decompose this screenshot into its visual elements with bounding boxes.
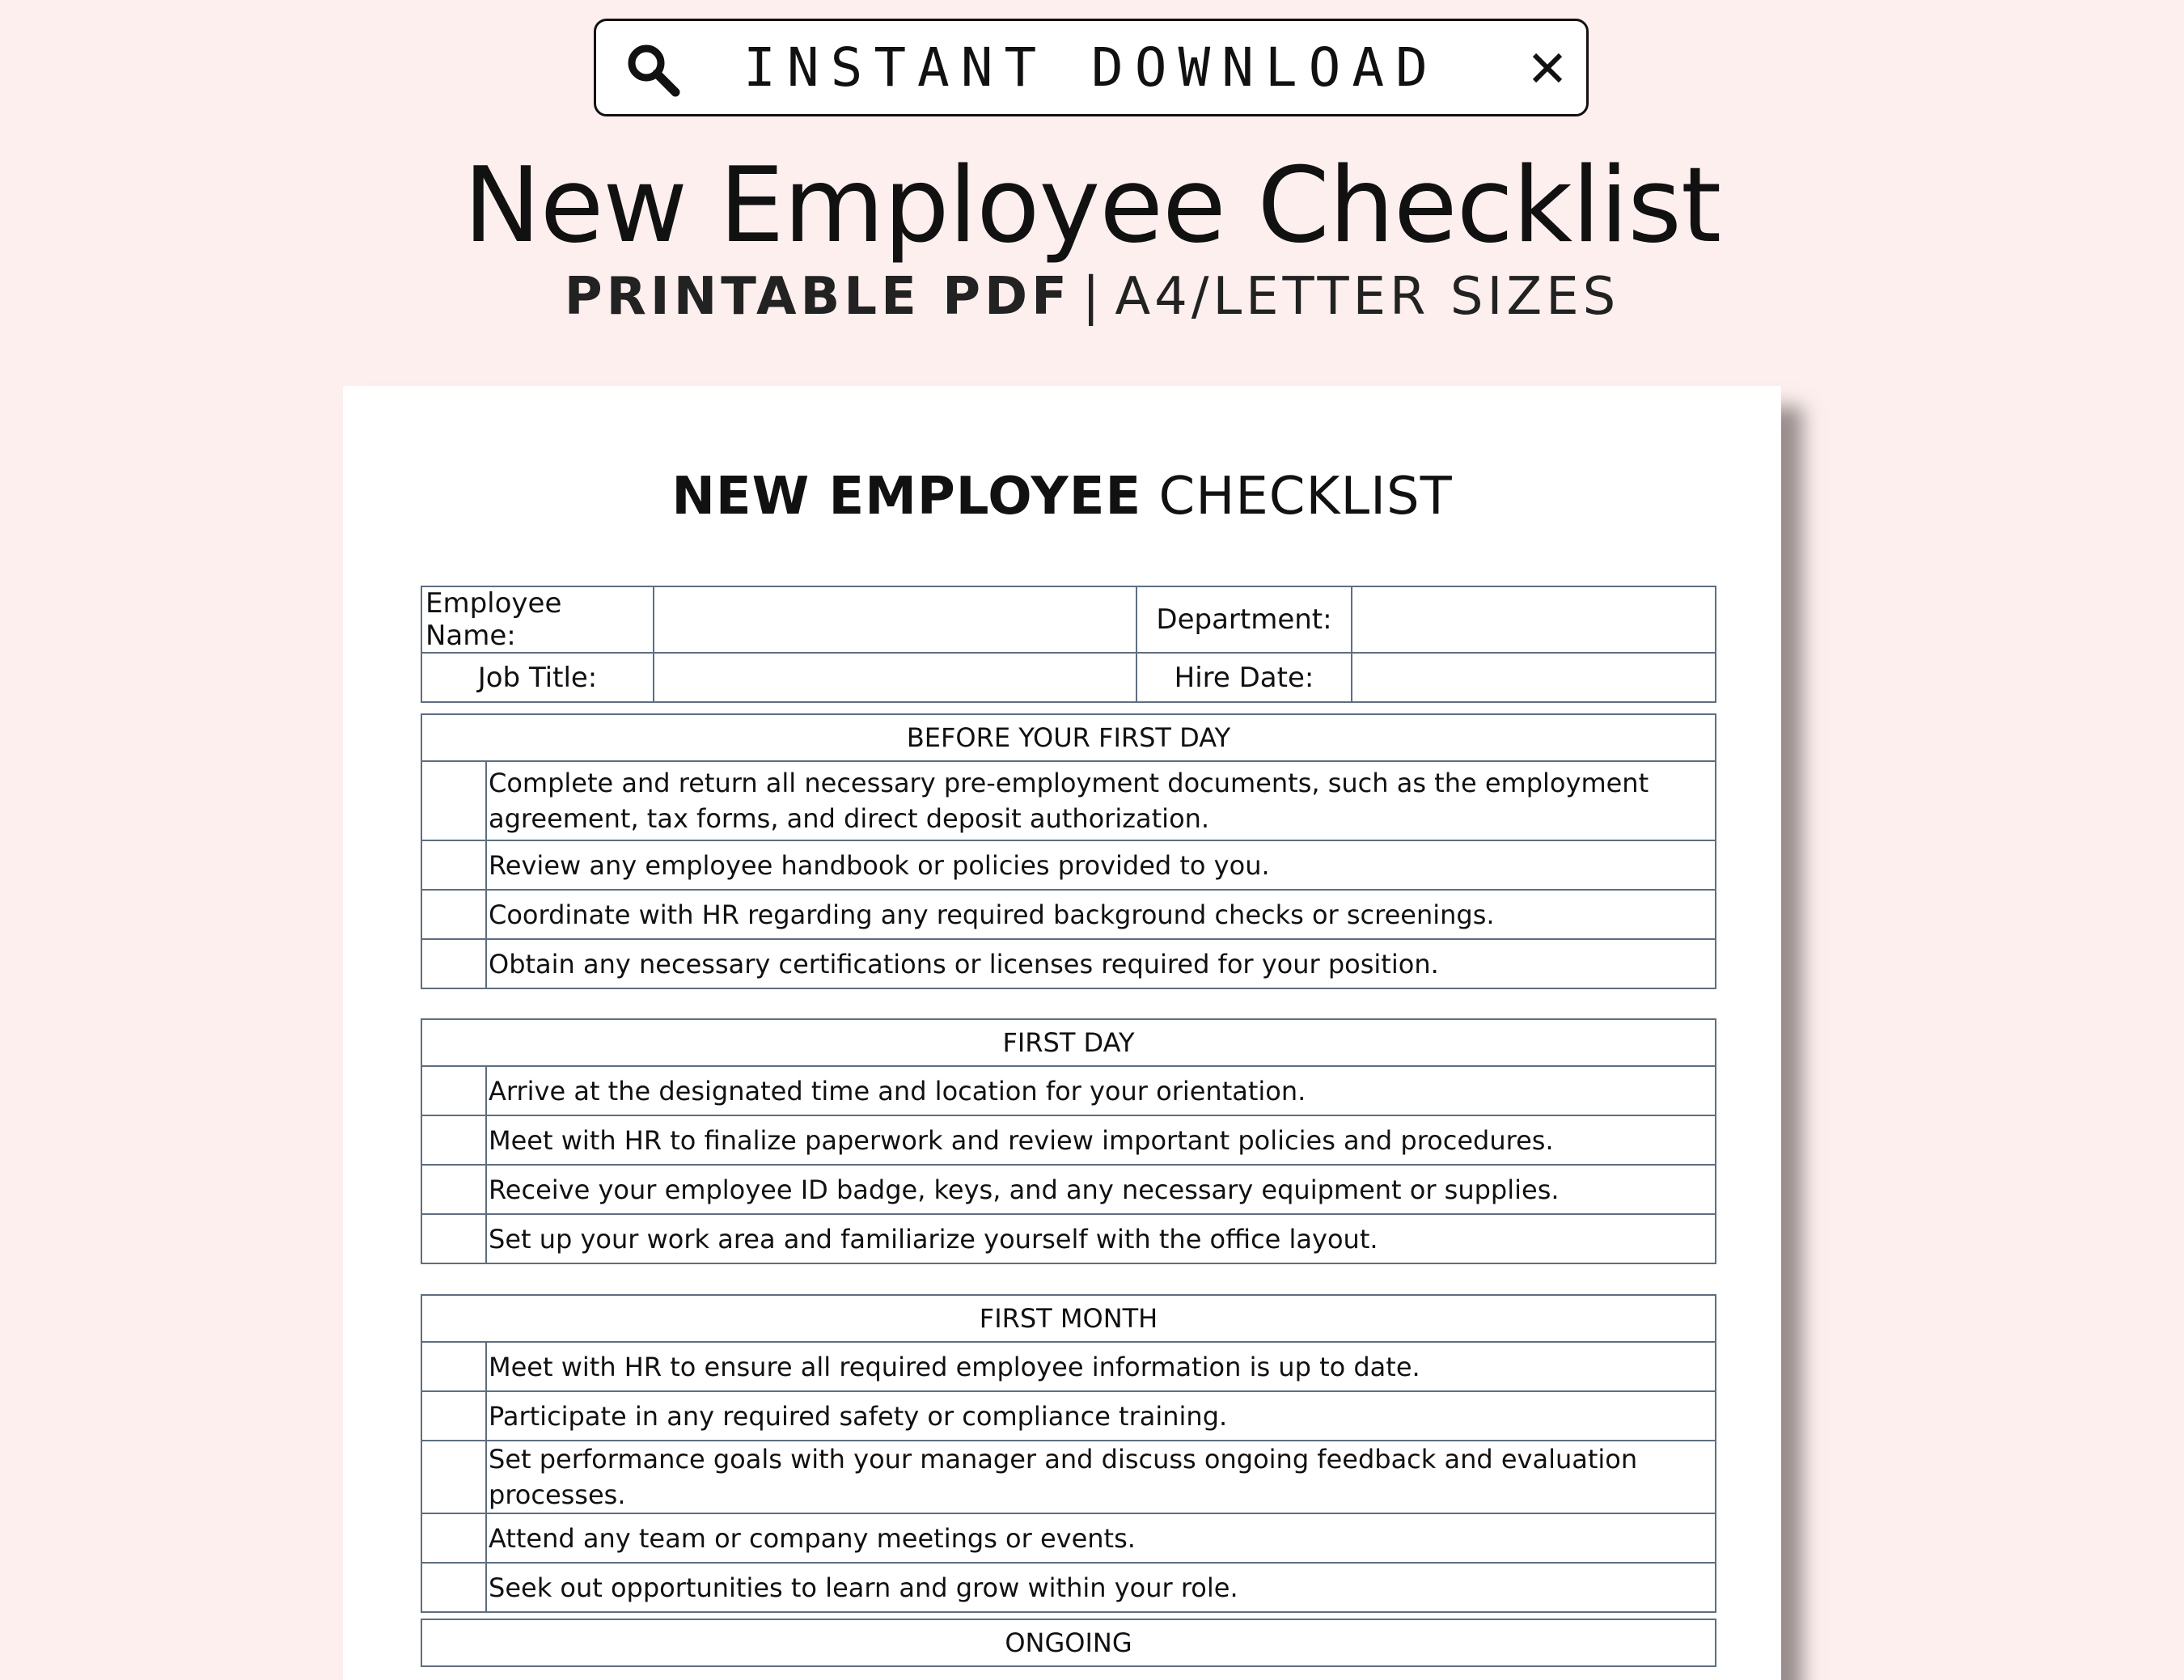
checklist-item-text: Participate in any required safety or compliance training. [486, 1391, 1716, 1441]
checklist-item-text: Review any employee handbook or policies provided to you. [486, 840, 1716, 890]
checklist-item [421, 1115, 1716, 1165]
section-heading: ONGOING [421, 1619, 1716, 1666]
checkbox-cell[interactable] [421, 1342, 486, 1391]
checklist-item-text: Arrive at the designated time and location for your orientation. [486, 1066, 1716, 1115]
search-bar[interactable] [594, 19, 1589, 116]
section-header-row [421, 1019, 1716, 1066]
checklist-item [421, 1513, 1716, 1563]
hero-subtitle [0, 267, 2184, 327]
checklist-item [421, 840, 1716, 890]
checklist-section [421, 1018, 1716, 1264]
subtitle-sizes: A4/LETTER SIZES [1115, 267, 1620, 327]
checklist-item-text: Receive your employee ID badge, keys, and any necessary equipment or supplies. [486, 1165, 1716, 1214]
checklist-item [421, 761, 1716, 840]
checklist-item [421, 1066, 1716, 1115]
hire-date-field[interactable] [1352, 653, 1716, 702]
search-text: INSTANT DOWNLOAD [743, 36, 1439, 99]
checklist-item-text: Complete and return all necessary pre-employment documents, such as the employment agreement, tax forms, and direct deposit authorization. [486, 761, 1716, 840]
checklist-item [421, 1441, 1716, 1513]
checkbox-cell[interactable] [421, 890, 486, 939]
checklist-item [421, 890, 1716, 939]
checkbox-cell[interactable] [421, 1513, 486, 1563]
employee-name-label: Employee Name: [421, 586, 654, 653]
document-title-rest: CHECKLIST [1158, 467, 1453, 527]
table-row [421, 586, 1716, 653]
checklist-section [421, 1294, 1716, 1613]
checkbox-cell[interactable] [421, 1115, 486, 1165]
hire-date-label: Hire Date: [1136, 653, 1352, 702]
job-title-field[interactable] [654, 653, 1136, 702]
subtitle-separator: | [1081, 267, 1104, 327]
department-field[interactable] [1352, 586, 1716, 653]
section-heading: FIRST MONTH [421, 1295, 1716, 1342]
job-title-label: Job Title: [421, 653, 654, 702]
checkbox-cell[interactable] [421, 1391, 486, 1441]
subtitle-format: PRINTABLE PDF [564, 267, 1071, 327]
checklist-item [421, 1391, 1716, 1441]
checkbox-cell[interactable] [421, 840, 486, 890]
document-title-bold: NEW EMPLOYEE [671, 467, 1142, 527]
document-title [343, 467, 1781, 527]
hero-title: New Employee Checklist [463, 146, 1721, 266]
checkbox-cell[interactable] [421, 1066, 486, 1115]
section-header-row [421, 714, 1716, 761]
checklist-section [421, 1619, 1716, 1667]
section-header-row [421, 1619, 1716, 1666]
checklist-item [421, 1214, 1716, 1263]
checklist-item-text: Meet with HR to ensure all required employee information is up to date. [486, 1342, 1716, 1391]
checklist-item [421, 1342, 1716, 1391]
checkbox-cell[interactable] [421, 1214, 486, 1263]
checkbox-cell[interactable] [421, 1165, 486, 1214]
checklist-item-text: Set performance goals with your manager and discuss ongoing feedback and evaluation processes. [486, 1441, 1716, 1513]
close-icon[interactable] [1531, 52, 1564, 84]
checklist-item-text: Attend any team or company meetings or events. [486, 1513, 1716, 1563]
checkbox-cell[interactable] [421, 1441, 486, 1513]
table-row [421, 653, 1716, 702]
checklist-item-text: Coordinate with HR regarding any required background checks or screenings. [486, 890, 1716, 939]
section-heading: FIRST DAY [421, 1019, 1716, 1066]
department-label: Department: [1136, 586, 1352, 653]
checkbox-cell[interactable] [421, 761, 486, 840]
checklist-item-text: Meet with HR to finalize paperwork and review important policies and procedures. [486, 1115, 1716, 1165]
checklist-item-text: Seek out opportunities to learn and grow within your role. [486, 1563, 1716, 1612]
section-header-row [421, 1295, 1716, 1342]
checkbox-cell[interactable] [421, 1563, 486, 1612]
checklist-item [421, 1563, 1716, 1612]
checklist-item [421, 1165, 1716, 1214]
section-heading: BEFORE YOUR FIRST DAY [421, 714, 1716, 761]
checklist-item [421, 939, 1716, 988]
document-preview [343, 386, 1781, 1680]
checkbox-cell[interactable] [421, 939, 486, 988]
employee-name-field[interactable] [654, 586, 1136, 653]
checklist-section [421, 713, 1716, 989]
checklist-item-text: Obtain any necessary certifications or licenses required for your position. [486, 939, 1716, 988]
employee-info-table [421, 586, 1716, 703]
checklist-item-text: Set up your work area and familiarize yourself with the office layout. [486, 1214, 1716, 1263]
